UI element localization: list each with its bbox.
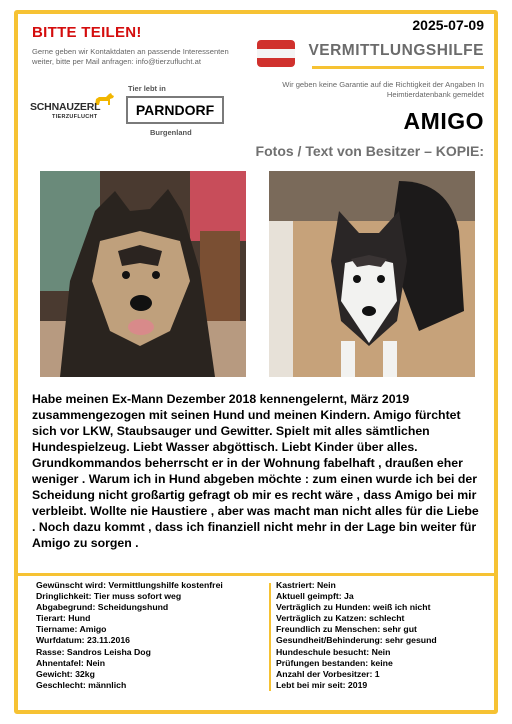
fact-item: Lebt bei mir seit: 2019 <box>276 679 368 690</box>
location-region: Burgenland <box>150 128 192 137</box>
source-note: Fotos / Text von Besitzer – KOPIE: <box>255 143 484 159</box>
dog-photo-amigo-1 <box>40 171 246 377</box>
share-heading: BITTE TEILEN! <box>32 24 142 41</box>
fact-item: Tierart: Hund <box>36 613 91 624</box>
post-date: 2025-07-09 <box>412 17 484 33</box>
fact-item: Prüfungen bestanden: keine <box>276 657 393 668</box>
fact-item: Hundeschule besucht: Nein <box>276 646 391 657</box>
fact-item: Verträglich zu Katzen: schlecht <box>276 613 405 624</box>
fact-item: Freundlich zu Menschen: sehr gut <box>276 624 417 635</box>
fact-item: Geschlecht: männlich <box>36 679 127 690</box>
logo-wordmark: SCHNAUZERL <box>30 101 101 113</box>
fact-item: Anzahl der Vorbesitzer: 1 <box>276 668 380 679</box>
fact-item: Verträglich zu Hunden: weiß ich nicht <box>276 602 431 613</box>
location-town: PARNDORF <box>126 96 224 124</box>
pet-name: AMIGO <box>403 108 484 134</box>
facts-left <box>36 580 264 691</box>
facts-right <box>276 580 486 691</box>
fact-item: Gesundheit/Behinderung: sehr gesund <box>276 635 437 646</box>
facts-separator <box>18 573 494 576</box>
disclaimer: Wir geben keine Garantie auf die Richtigkeit der Angaben In Heimtierdatenbank gemeldet <box>282 80 484 99</box>
page-title: VERMITTLUNGSHILFE <box>308 42 484 59</box>
facts-divider <box>269 583 271 691</box>
austria-flag-icon <box>257 40 295 67</box>
location-label: Tier lebt in <box>128 84 166 93</box>
fact-item: Kastriert: Nein <box>276 580 336 590</box>
logo-subtitle: TIERZUFLUCHT <box>52 114 98 120</box>
fact-item: Rasse: Sandros Leisha Dog <box>36 646 151 657</box>
share-note: Gerne geben wir Kontaktdaten an passende Interessenten weiter, bitte per Mail anfragen: info@tierzuflucht.at <box>32 47 229 66</box>
fact-item: Gewünscht wird: Vermittlungshilfe kostenfrei <box>36 580 223 590</box>
fact-item: Gewicht: 32kg <box>36 668 95 679</box>
owner-story: Habe meinen Ex-Mann Dezember 2018 kennengelernt, März 2019 zusammengezogen mit seinen Hund und meinen Kindern. Amigo fürchtet sich vor LKW, Staubsauger und Gewitter. Spielt mit alles sämtlichen Hundespielzeug. Liebt Wasser abgöttisch. Liebt Kinder über alles. Grundkommandos beherrscht er in der Wohnung fabelhaft , draußen eher weniger . Warum ich in Hund abgeben möchte : zum einen wurde ich bei der Scheidung nicht großartig gefragt ob mir es recht wäre , dass Amigo bei mir verbleibt. Wollte nie Haustiere , aber was macht man nicht alles für die Liebe . Noch dazu kommt , dass ich finanziell nicht mehr in der Lage bin weiter für Amigo zu sorgen . <box>32 392 479 550</box>
fact-item: Aktuell geimpft: Ja <box>276 591 354 602</box>
fact-item: Tiername: Amigo <box>36 624 107 635</box>
title-underline <box>312 66 484 69</box>
fact-item: Ahnentafel: Nein <box>36 657 106 668</box>
fact-item: Abgabegrund: Scheidungshund <box>36 602 169 613</box>
fact-item: Dringlichkeit: Tier muss sofort weg <box>36 591 182 602</box>
fact-item: Wurfdatum: 23.11.2016 <box>36 635 130 646</box>
tierzuflucht-logo <box>30 91 110 129</box>
dog-photo-amigo-2 <box>269 171 475 377</box>
